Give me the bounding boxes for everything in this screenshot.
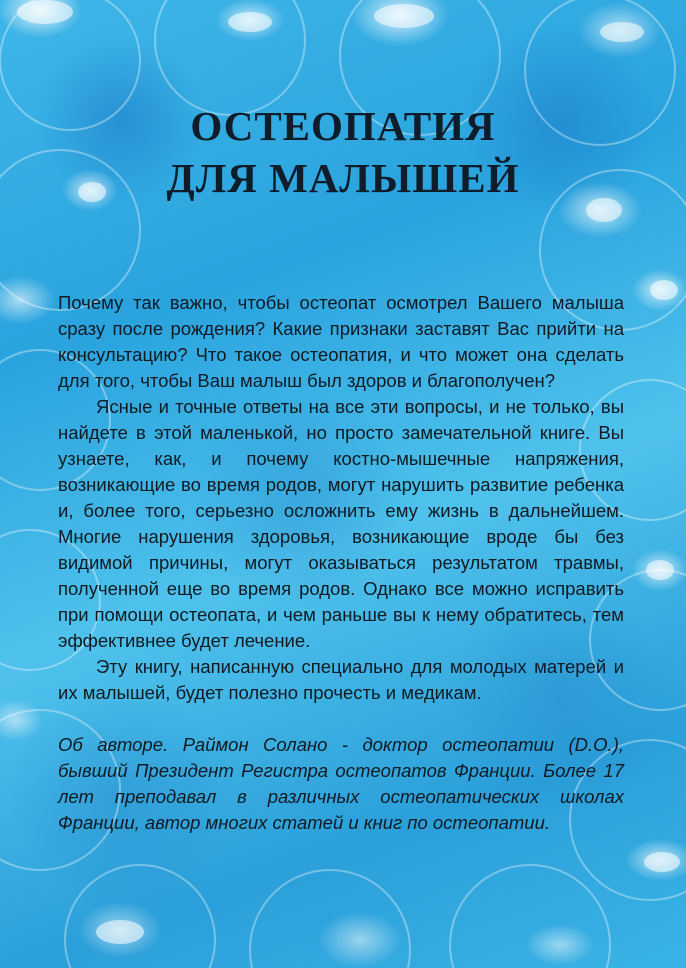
book-title-line-2: ДЛЯ МАЛЫШЕЙ xyxy=(166,155,520,201)
about-author: Об авторе. Раймон Солано - доктор остеопатии (D.O.), бывший Президент Регистра остеопатов Франции. Более 17 лет преподавал в различных остеопатических школах Франции, автор многих статей и книг по остеопатии. xyxy=(58,734,624,833)
cover-description xyxy=(58,290,624,836)
description-paragraph-2: Ясные и точные ответы на все эти вопросы, и не только, вы найдете в этой маленькой, но просто замечательной книге. Вы узнаете, как, и почему костно-мышечные напряжения, возникающие во время родов, могут нарушить развитие ребенка и, более того, серьезно осложнить ему жизнь в дальнейшем. Многие нарушения здоровья, возникающие вроде бы без видимой причины, могут оказываться результатом травмы, полученной еще во время родов. Однако все можно исправить при помощи остеопата, и чем раньше вы к нему обратитесь, тем эффективнее будет лечение. xyxy=(58,396,624,651)
description-paragraph-3: Эту книгу, написанную специально для молодых матерей и их малышей, будет полезно прочесть и медикам. xyxy=(58,656,624,703)
book-title xyxy=(0,100,686,204)
book-title-line-1: ОСТЕОПАТИЯ xyxy=(190,103,496,149)
description-paragraph-1: Почему так важно, чтобы остеопат осмотрел Вашего малыша сразу после рождения? Какие признаки заставят Вас прийти на консультацию? Что такое остеопатия, и что может она сделать для того, чтобы Ваш малыш был здоров и благополучен? xyxy=(58,292,624,391)
